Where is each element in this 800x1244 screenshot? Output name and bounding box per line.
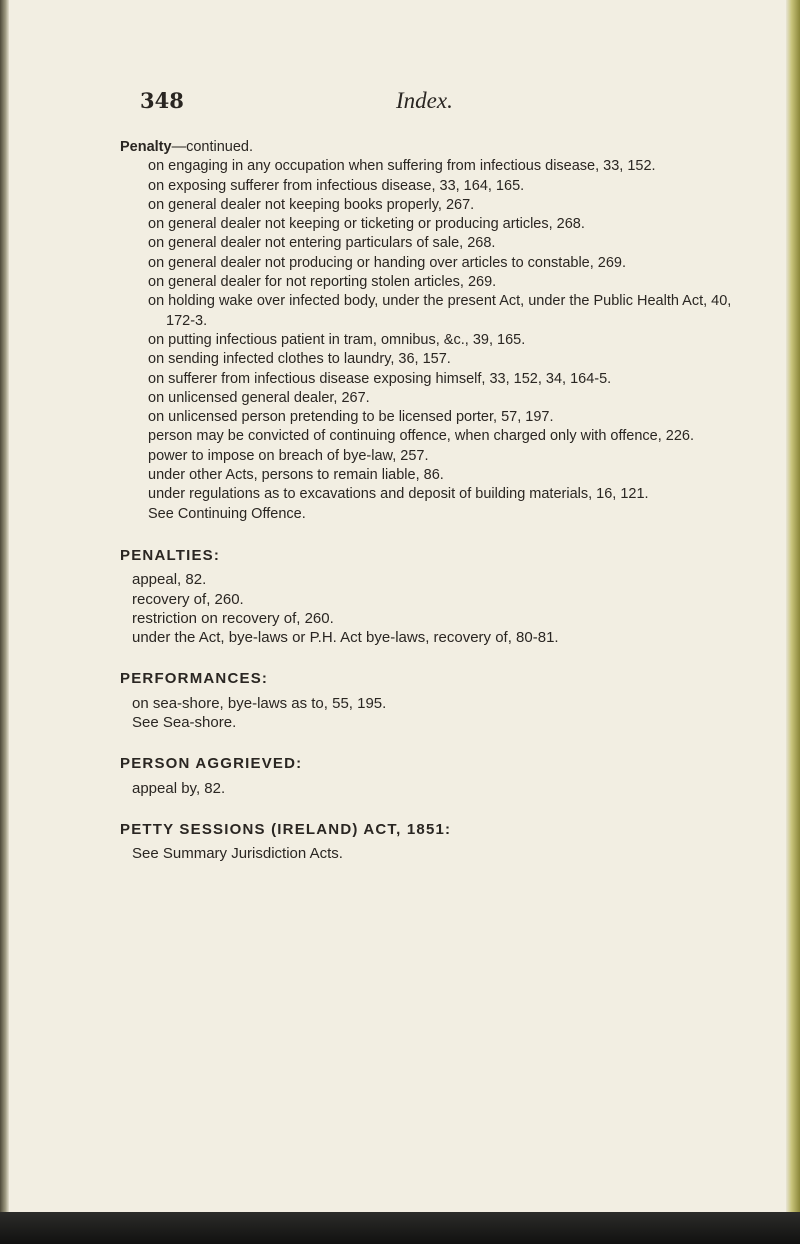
section-heading: PERFORMANCES: <box>120 670 269 688</box>
index-entry: under other Acts, persons to remain liable, 86. <box>148 467 444 484</box>
penalty-entry-list <box>120 157 760 524</box>
page-left-edge <box>0 0 9 1244</box>
index-entry: on engaging in any occupation when suffering from infectious disease, 33, 152. <box>148 158 656 175</box>
section-heading: PENALTIES: <box>120 546 221 564</box>
running-head: Index. <box>396 88 453 113</box>
index-heading-penalty <box>120 138 760 157</box>
index-sections <box>120 546 760 864</box>
scan-bottom-border <box>0 1212 800 1244</box>
page-number: 348 <box>140 88 184 113</box>
index-entry: appeal, 82. <box>132 571 207 589</box>
index-section <box>120 820 760 864</box>
heading-word: Penalty <box>120 139 172 155</box>
index-section <box>120 754 760 798</box>
index-entry: on sea-shore, bye-laws as to, 55, 195. <box>132 694 387 712</box>
index-entry: power to impose on breach of bye-law, 257. <box>148 447 429 464</box>
index-entry: under the Act, bye-laws or P.H. Act bye-laws, recovery of, 80-81. <box>132 629 559 647</box>
section-heading: PERSON AGGRIEVED: <box>120 755 303 773</box>
index-entry: on sufferer from infectious disease exposing himself, 33, 152, 34, 164-5. <box>148 370 612 387</box>
page-right-edge <box>786 0 800 1244</box>
index-entry: restriction on recovery of, 260. <box>132 609 334 627</box>
index-entry: under regulations as to excavations and deposit of building materials, 16, 121. <box>148 486 649 503</box>
index-entry: appeal by, 82. <box>132 779 226 797</box>
index-section <box>120 546 760 647</box>
index-entry: on sending infected clothes to laundry, 36, 157. <box>148 351 451 368</box>
index-entry: on general dealer for not reporting stolen articles, 269. <box>148 274 497 291</box>
index-entry: person may be convicted of continuing offence, when charged only with offence, 226. <box>148 428 694 445</box>
index-entry: on holding wake over infected body, under the present Act, under the Public Health Act, 40, 172-3. <box>148 293 732 329</box>
index-entry: on general dealer not keeping or ticketing or producing articles, 268. <box>148 216 585 233</box>
index-entry: See Summary Jurisdiction Acts. <box>132 845 343 863</box>
index-entry: recovery of, 260. <box>132 590 244 608</box>
index-entry: on unlicensed general dealer, 267. <box>148 389 370 406</box>
index-entry: on putting infectious patient in tram, omnibus, &c., 39, 165. <box>148 331 526 348</box>
index-entry: See Continuing Offence. <box>148 505 306 522</box>
index-entry: on general dealer not keeping books properly, 267. <box>148 196 475 213</box>
index-body <box>120 138 760 864</box>
heading-continued: —continued. <box>171 139 254 155</box>
index-entry: on exposing sufferer from infectious disease, 33, 164, 165. <box>148 177 525 194</box>
index-entry: on general dealer not producing or handing over articles to constable, 269. <box>148 254 627 271</box>
index-entry: on general dealer not entering particulars of sale, 268. <box>148 235 496 252</box>
index-entry: See Sea-shore. <box>132 714 237 732</box>
index-entry: on unlicensed person pretending to be licensed porter, 57, 197. <box>148 409 554 426</box>
index-section <box>120 669 760 732</box>
page-header <box>140 88 760 120</box>
section-heading: PETTY SESSIONS (IRELAND) ACT, 1851: <box>120 820 452 838</box>
